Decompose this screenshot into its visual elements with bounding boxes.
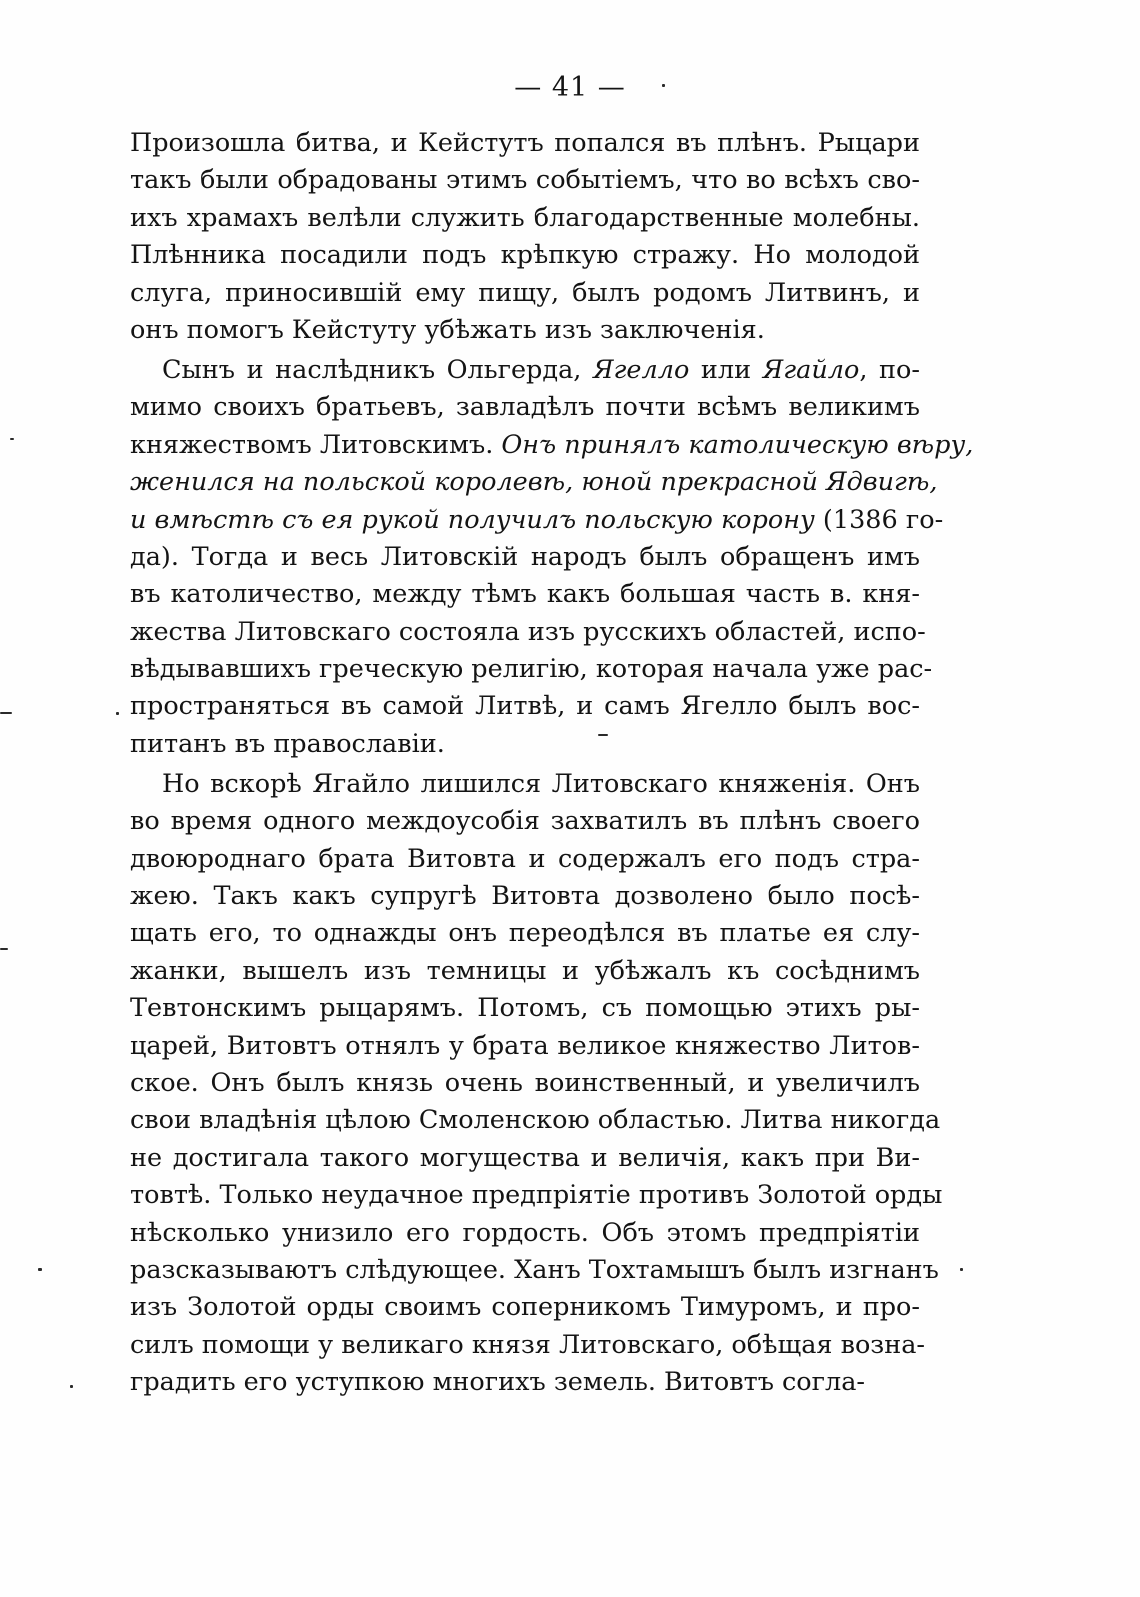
text-line	[130, 766, 920, 803]
text-span: двоюроднаго брата Витовта и содержалъ его подъ стра-	[130, 843, 920, 874]
italic-span: Онъ принялъ католическую вѣру,	[501, 429, 974, 460]
text-span: ихъ храмахъ велѣли служить благодарственные молебны.	[130, 202, 920, 233]
text-span: Произошла битва, и Кейстутъ попался въ плѣнъ. Рыцари	[130, 128, 920, 158]
text-line	[130, 539, 920, 576]
text-span: пространяться въ самой Литвѣ, и самъ Ягелло былъ вос-	[130, 691, 920, 722]
text-line	[130, 427, 974, 464]
text-span: въ католичество, между тѣмъ какъ большая часть в. кня-	[130, 579, 920, 610]
text-line	[130, 915, 920, 952]
text-span: силъ помощи у великаго князя Литовскаго, обѣщая возна-	[130, 1329, 926, 1360]
text-line	[130, 576, 920, 613]
text-line	[130, 125, 920, 162]
text-span: во время одного междоусобія захватилъ въ плѣнъ своего	[130, 806, 920, 837]
text-line	[130, 803, 920, 840]
text-line	[130, 275, 920, 312]
text-line	[130, 1140, 920, 1177]
text-span: да). Тогда и весь Литовскій народъ былъ обращенъ имъ	[130, 541, 920, 572]
text-line	[130, 878, 920, 915]
text-line	[130, 200, 920, 237]
text-span: ское. Онъ былъ князь очень воинственный, и увеличилъ	[130, 1067, 920, 1098]
text-span: царей, Витовтъ отнялъ у брата великое княжество Литов-	[130, 1030, 920, 1061]
text-span: разсказываютъ слѣдующее. Ханъ Тохтамышъ былъ изгнанъ	[130, 1254, 939, 1285]
page-number: — 41 —	[514, 72, 626, 103]
text-line	[130, 1289, 920, 1326]
text-span: , по-	[859, 354, 920, 385]
text-span: щать его, то однажды онъ переодѣлся въ платье ея слу-	[130, 918, 920, 949]
text-span: онъ помогъ Кейстуту убѣжать изъ заключенія.	[130, 314, 765, 345]
text-line	[130, 1252, 939, 1289]
body-text	[130, 125, 974, 1401]
text-line	[130, 1102, 941, 1139]
text-span: мимо своихъ братьевъ, завладѣлъ почти всѣмъ великимъ	[130, 392, 920, 423]
italic-span: Ягелло	[592, 354, 690, 385]
italic-span: женился на польской королевѣ, юной прекрасной Ядвигѣ,	[130, 467, 938, 498]
italic-span: и вмѣстѣ съ ея рукой получилъ польскую корону	[130, 504, 815, 535]
text-span: не достигала такого могущества и величія, какъ при Ви-	[130, 1142, 920, 1173]
text-span: нѣсколько унизило его гордость. Объ этомъ предпріятіи	[130, 1217, 920, 1248]
text-line	[130, 953, 920, 990]
text-line	[130, 1177, 943, 1214]
scan-speck	[70, 1385, 73, 1388]
scan-speck	[598, 734, 608, 736]
text-line	[130, 990, 920, 1027]
scan-speck	[0, 948, 8, 950]
scan-speck	[38, 1268, 42, 1271]
text-span: жею. Такъ какъ супругѣ Витовта дозволено было посѣ-	[130, 881, 920, 911]
text-line	[130, 352, 920, 389]
text-line	[130, 389, 920, 426]
text-span: жанки, вышелъ изъ темницы и убѣжалъ къ сосѣднимъ	[130, 955, 920, 986]
text-line	[130, 312, 920, 349]
text-span: свои владѣнія цѣлою Смоленскою областью. Литва никогда	[130, 1105, 941, 1136]
text-line	[130, 1065, 920, 1102]
text-span: вѣдывавшихъ греческую религію, которая начала уже рас-	[130, 654, 933, 685]
text-span: питанъ въ православіи.	[130, 728, 445, 759]
text-span: или	[689, 354, 763, 385]
text-span: Тевтонскимъ рыцарямъ. Потомъ, съ помощью этихъ ры-	[130, 993, 920, 1024]
scan-speck	[10, 438, 14, 440]
text-line	[130, 1327, 926, 1364]
text-line	[130, 464, 938, 501]
scan-speck	[0, 712, 12, 714]
text-line	[130, 726, 920, 763]
text-span: слуга, приносившій ему пищу, былъ родомъ Литвинъ, и	[130, 277, 920, 308]
text-line	[130, 841, 920, 878]
text-span: градить его уступкою многихъ земель. Витовтъ согла-	[130, 1367, 866, 1398]
scan-speck	[116, 712, 119, 715]
italic-span: Ягайло	[762, 354, 860, 385]
text-span: (1386 го-	[814, 504, 944, 535]
text-line	[130, 237, 920, 274]
text-line	[130, 502, 944, 539]
scan-speck	[662, 84, 665, 87]
text-line	[130, 162, 920, 199]
text-span: изъ Золотой орды своимъ соперникомъ Тимуромъ, и про-	[130, 1292, 920, 1323]
text-span: Плѣнника посадили подъ крѣпкую стражу. Но молодой	[130, 240, 920, 271]
text-span: товтѣ. Только неудачное предпріятіе противъ Золотой орды	[130, 1180, 943, 1211]
text-line	[130, 651, 933, 688]
text-span: Сынъ и наслѣдникъ Ольгерда,	[162, 354, 593, 385]
text-span: княжествомъ Литовскимъ.	[130, 429, 502, 460]
text-span: такъ были обрадованы этимъ событіемъ, что во всѣхъ сво-	[130, 165, 920, 196]
scan-speck	[960, 1268, 963, 1271]
text-span: жества Литовскаго состояла изъ русскихъ областей, испо-	[130, 616, 926, 647]
text-line	[130, 614, 926, 651]
text-line	[130, 1364, 920, 1401]
text-span: Но вскорѣ Ягайло лишился Литовскаго княженія. Онъ	[162, 768, 920, 799]
text-line	[130, 1215, 920, 1252]
text-line	[130, 1028, 920, 1065]
text-line	[130, 688, 920, 725]
